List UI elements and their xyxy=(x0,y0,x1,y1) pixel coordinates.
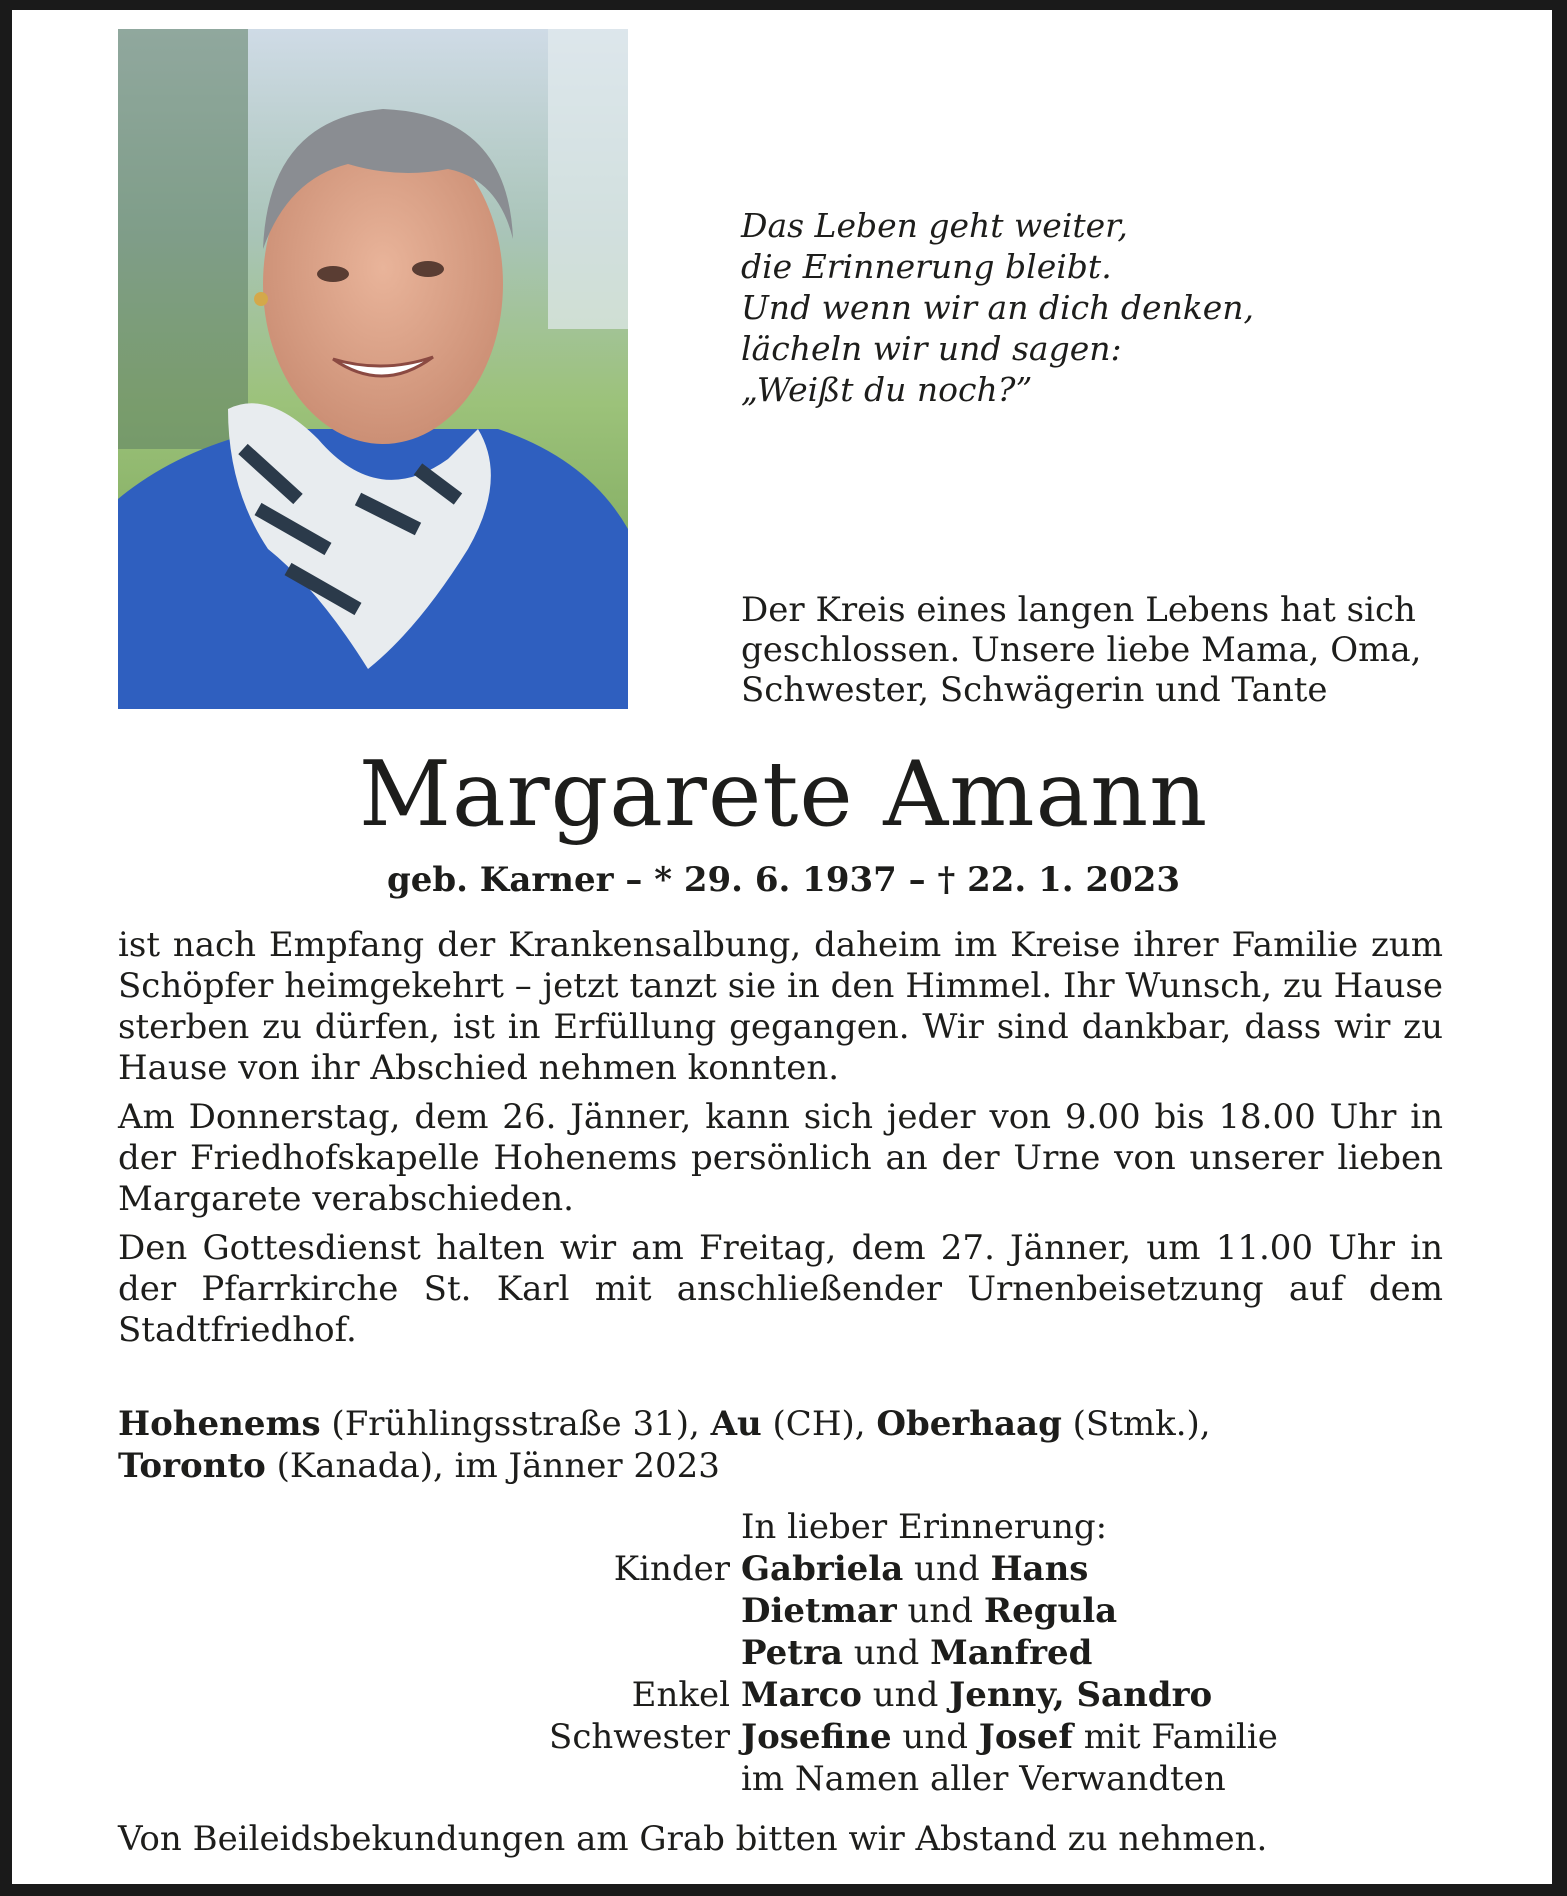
places-line xyxy=(118,1403,1443,1487)
mourner-name: Hans xyxy=(990,1549,1089,1589)
and-word: und xyxy=(842,1633,931,1673)
mourner-name: Josef xyxy=(978,1717,1073,1757)
intro-line: geschlossen. Unsere liebe Mama, Oma, xyxy=(741,630,1422,670)
memory-heading: In lieber Erinnerung: xyxy=(741,1507,1108,1547)
and-word: und xyxy=(903,1549,991,1589)
poem-line: „Weißt du noch?” xyxy=(741,370,1033,409)
place-name: Toronto xyxy=(118,1446,266,1486)
poem-line: lächeln wir und sagen: xyxy=(741,329,1122,368)
deceased-name: Margarete Amann xyxy=(358,742,1209,847)
mourner-name: Regula xyxy=(983,1591,1118,1631)
poem-line: Und wenn wir an dich denken, xyxy=(741,288,1255,327)
place-detail: (CH), xyxy=(761,1404,877,1444)
place-detail: (Stmk.), xyxy=(1061,1404,1211,1444)
place-name: Hohenems xyxy=(118,1404,321,1444)
and-word: und xyxy=(891,1717,979,1757)
mourner-names xyxy=(741,1590,1117,1632)
place-detail: (Frühlingsstraße 31), xyxy=(320,1404,711,1444)
role-label: Kinder xyxy=(613,1549,730,1589)
and-word: und xyxy=(896,1591,984,1631)
poem-line: Das Leben geht weiter, xyxy=(741,206,1128,245)
mourners-list xyxy=(0,1506,1567,1800)
portrait-photo xyxy=(118,29,628,709)
intro-line: Schwester, Schwägerin und Tante xyxy=(741,670,1328,710)
mourner-name: Manfred xyxy=(930,1633,1093,1673)
mourner-names xyxy=(741,1548,1088,1590)
poem xyxy=(741,205,1254,410)
place-detail: (Kanada), im Jänner 2023 xyxy=(265,1446,720,1486)
role-label: Schwester xyxy=(549,1717,730,1757)
mourner-names xyxy=(741,1632,1092,1674)
family-note: mit Familie xyxy=(1072,1717,1278,1757)
mourner-names xyxy=(741,1716,1278,1758)
portrait-image xyxy=(118,29,628,709)
body-paragraph: Am Donnerstag, dem 26. Jänner, kann sich jeder von 9.00 bis 18.00 Uhr in der Friedhofskapelle Hohenems persönlich an der Urne von unserer lieben Margarete verabschieden. xyxy=(118,1097,1443,1219)
mourner-name: Gabriela xyxy=(741,1549,904,1589)
mourner-name: Dietmar xyxy=(741,1591,897,1631)
mourner-names xyxy=(741,1674,1212,1716)
place-name: Oberhaag xyxy=(876,1404,1062,1444)
intro-line: Der Kreis eines langen Lebens hat sich xyxy=(741,590,1416,630)
mourner-name: Marco xyxy=(741,1675,862,1715)
mourner-name: Josefine xyxy=(741,1717,892,1757)
body-paragraph: Den Gottesdienst halten wir am Freitag, dem 27. Jänner, um 11.00 Uhr in der Pfarrkirche St. Karl mit anschließender Urnenbeisetzung auf dem Stadtfriedhof. xyxy=(118,1228,1443,1350)
mourner-name: Jenny, Sandro xyxy=(949,1675,1213,1715)
relatives-footer: im Namen aller Verwandten xyxy=(741,1759,1226,1799)
closing-note: Von Beileidsbekundungen am Grab bitten wir Abstand zu nehmen. xyxy=(118,1819,1268,1859)
place-name: Au xyxy=(710,1404,762,1444)
life-dates: geb. Karner – * 29. 6. 1937 – † 22. 1. 2023 xyxy=(386,860,1181,900)
role-label: Enkel xyxy=(631,1675,730,1715)
announcement-body xyxy=(118,925,1443,1351)
and-word: und xyxy=(861,1675,950,1715)
poem-line: die Erinnerung bleibt. xyxy=(741,247,1112,286)
intro-text xyxy=(741,590,1421,710)
body-paragraph: ist nach Empfang der Krankensalbung, daheim im Kreise ihrer Familie zum Schöpfer heimgekehrt – jetzt tanzt sie in den Himmel. Ihr Wunsch, zu Hause sterben zu dürfen, ist in Erfüllung gegangen. Wir sind dankbar, dass wir zu Hause von ihr Abschied nehmen konnten. xyxy=(118,925,1443,1088)
mourner-name: Petra xyxy=(741,1633,843,1673)
